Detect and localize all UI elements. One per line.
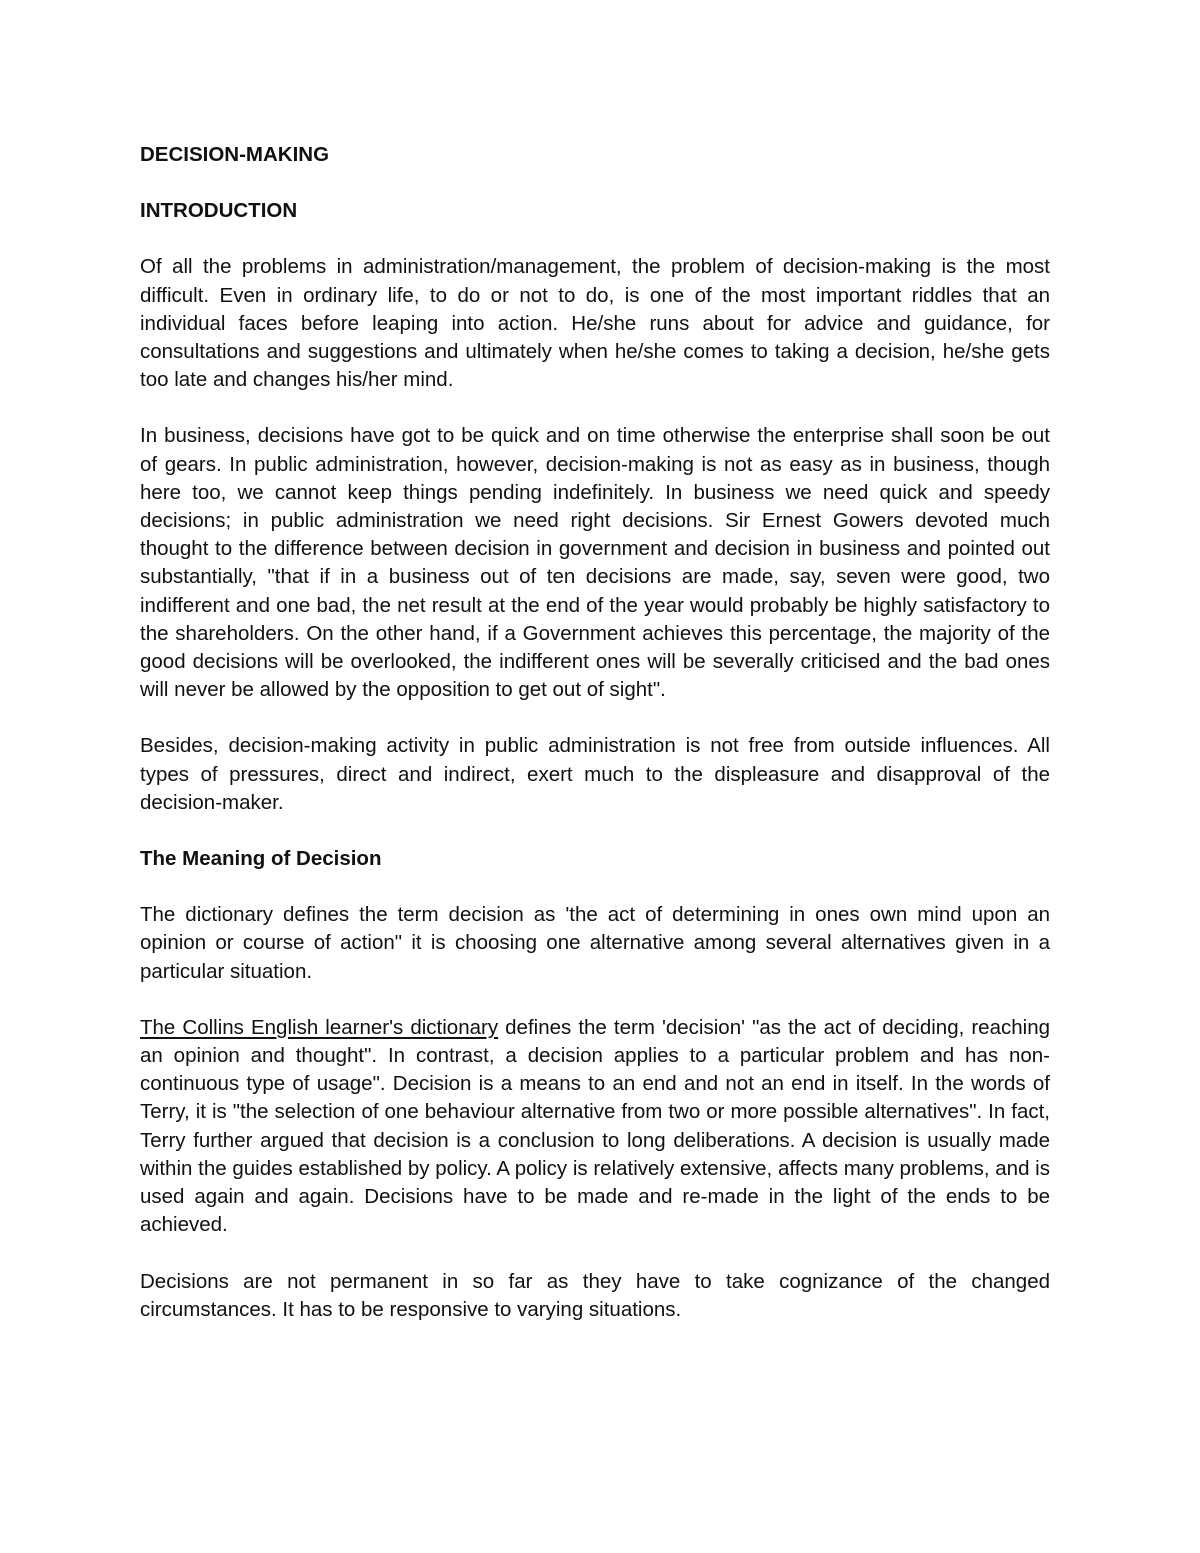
meaning-paragraph-2-text: defines the term 'decision' "as the act of deciding, reaching an opinion and thought". In contrast, a decision applies to a particular problem and has non-continuous type of usage". Decision is a means to an end and not an end in itself. In the words of Terry, it is "the selection of one behaviour alternative from two or more possible alternatives". In fact, Terry further argued that decision is a conclusion to long deliberations. A decision is usually made within the guides established by policy. A policy is relatively extensive, affects many problems, and is used again and again. Decisions have to be made and re-made in the light of the ends to be achieved. xyxy=(140,1015,1050,1237)
meaning-paragraph-1: The dictionary defines the term decision as 'the act of determining in ones own mind upon an opinion or course of action" it is choosing one alternative among several alternatives given in a particular situation. xyxy=(140,903,1050,983)
spacer xyxy=(140,986,1050,1014)
intro-paragraph-3: Besides, decision-making activity in public administration is not free from outside influences. All types of pressures, direct and indirect, exert much to the displeasure and disapproval of the decision-maker. xyxy=(140,734,1050,814)
spacer xyxy=(140,873,1050,901)
document-title: DECISION-MAKING xyxy=(140,143,330,166)
meaning-paragraph-2 xyxy=(140,1014,1050,1240)
spacer xyxy=(140,169,1050,197)
meaning-paragraph-3: Decisions are not permanent in so far as they have to take cognizance of the changed circumstances. It has to be responsive to varying situations. xyxy=(140,1269,1050,1321)
spacer xyxy=(140,394,1050,422)
intro-paragraph-1: Of all the problems in administration/management, the problem of decision-making is the most difficult. Even in ordinary life, to do or not to do, is one of the most important riddles that an individual faces before leaping into action. He/she runs about for advice and guidance, for consultations and suggestions and ultimately when he/she comes to taking a decision, he/she gets too late and changes his/her mind. xyxy=(140,255,1050,392)
document-body xyxy=(140,141,1050,1324)
intro-paragraph-2: In business, decisions have got to be quick and on time otherwise the enterprise shall soon be out of gears. In public administration, however, decision-making is not as easy as in business, though here too, we cannot keep things pending indefinitely. In business we need quick and speedy decisions; in public administration we need right decisions. Sir Ernest Gowers devoted much thought to the difference between decision in government and decision in business and pointed out substantially, "that if in a business out of ten decisions are made, say, seven were good, two indifferent and one bad, the net result at the end of the year would probably be highly satisfactory to the shareholders. On the other hand, if a Government achieves this percentage, the majority of the good decisions will be overlooked, the indifferent ones will be severally criticised and the bad ones will never be allowed by the opposition to get out of sight". xyxy=(140,424,1050,702)
section-heading-meaning: The Meaning of Decision xyxy=(140,847,382,871)
section-heading-introduction: INTRODUCTION xyxy=(140,199,298,223)
collins-dictionary-reference: The Collins English learner's dictionary xyxy=(140,1015,499,1039)
spacer xyxy=(140,1240,1050,1268)
spacer xyxy=(140,817,1050,845)
spacer xyxy=(140,225,1050,253)
spacer xyxy=(140,704,1050,732)
